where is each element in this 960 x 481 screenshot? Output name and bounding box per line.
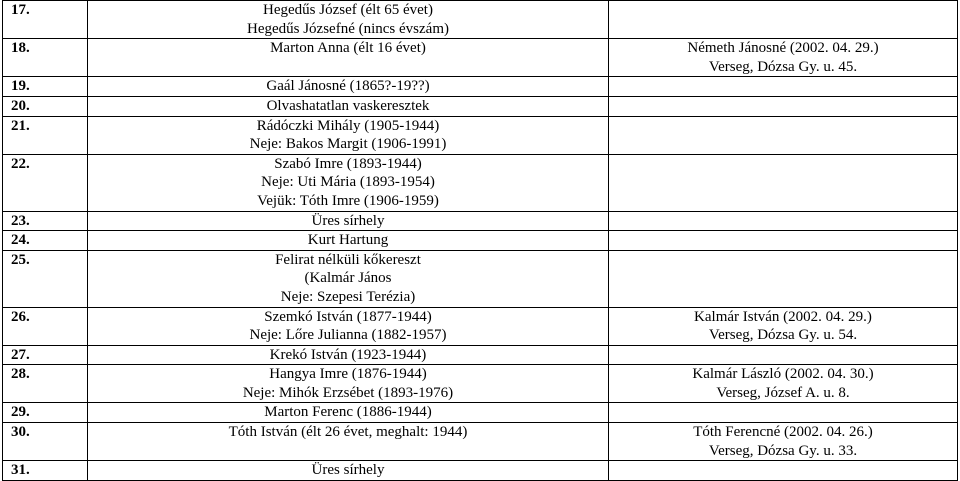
buried-names-cell <box>88 231 609 251</box>
buried-name-line: Marton Ferenc (1886-1944) <box>264 404 432 421</box>
table-row <box>3 250 958 307</box>
table-row <box>3 1 958 39</box>
table-row <box>3 307 958 345</box>
row-number: 28. <box>3 365 88 403</box>
buried-name-line: Üres sírhely <box>311 212 385 229</box>
table-row <box>3 77 958 97</box>
buried-names-cell <box>88 461 609 481</box>
buried-name-line: Neje: Szepesi Terézia) <box>280 288 416 305</box>
table-body <box>3 1 958 481</box>
owner-cell <box>609 461 958 481</box>
buried-name-line: Rádóczki Mihály (1905-1944) <box>256 117 440 134</box>
owner-cell <box>609 39 958 77</box>
row-number: 25. <box>3 250 88 307</box>
buried-names-cell <box>88 423 609 461</box>
owner-line: Verseg, Dózsa Gy. u. 54. <box>708 327 858 344</box>
table-row <box>3 154 958 211</box>
table-row <box>3 345 958 365</box>
buried-names-cell <box>88 154 609 211</box>
buried-names-cell <box>88 365 609 403</box>
buried-names-cell <box>88 345 609 365</box>
owner-cell <box>609 77 958 97</box>
buried-name-line: Krekó István (1923-1944) <box>269 346 427 363</box>
row-number: 30. <box>3 423 88 461</box>
owner-cell <box>609 423 958 461</box>
owner-cell <box>609 365 958 403</box>
buried-name-line: Szabó Imre (1893-1944) <box>274 155 422 172</box>
buried-name-line: Hangya Imre (1876-1944) <box>269 366 427 383</box>
owner-cell <box>609 307 958 345</box>
table-row <box>3 116 958 154</box>
row-number: 21. <box>3 116 88 154</box>
buried-names-cell <box>88 39 609 77</box>
buried-names-cell <box>88 250 609 307</box>
buried-name-line: Olvashatatlan vaskeresztek <box>266 97 430 114</box>
owner-line: Tóth Ferencné (2002. 04. 26.) <box>693 424 873 441</box>
table-row <box>3 96 958 116</box>
owner-line: Németh Jánosné (2002. 04. 29.) <box>687 40 879 57</box>
owner-cell <box>609 1 958 39</box>
row-number: 18. <box>3 39 88 77</box>
table-row <box>3 231 958 251</box>
buried-name-line: (Kalmár János <box>304 270 392 287</box>
buried-name-line: Hegedűs Józsefné (nincs évszám) <box>246 20 449 37</box>
buried-name-line: Tóth István (élt 26 évet, meghalt: 1944) <box>228 424 468 441</box>
owner-line: Verseg, József A. u. 8. <box>716 384 850 401</box>
buried-names-cell <box>88 96 609 116</box>
buried-name-line: Üres sírhely <box>311 462 385 479</box>
owner-line: Kalmár István (2002. 04. 29.) <box>694 308 872 325</box>
row-number: 22. <box>3 154 88 211</box>
buried-names-cell <box>88 403 609 423</box>
row-number: 23. <box>3 211 88 231</box>
owner-cell <box>609 231 958 251</box>
owner-line: Verseg, Dózsa Gy. u. 33. <box>708 442 858 459</box>
row-number: 29. <box>3 403 88 423</box>
table-row <box>3 39 958 77</box>
buried-names-cell <box>88 211 609 231</box>
table-row <box>3 403 958 423</box>
buried-name-line: Felirat nélküli kőkereszt <box>275 251 421 268</box>
buried-names-cell <box>88 307 609 345</box>
owner-cell <box>609 154 958 211</box>
row-number: 26. <box>3 307 88 345</box>
buried-name-line: Neje: Lőre Julianna (1882-1957) <box>249 327 447 344</box>
buried-name-line: Neje: Bakos Margit (1906-1991) <box>249 136 447 153</box>
buried-names-cell <box>88 1 609 39</box>
owner-line: Kalmár László (2002. 04. 30.) <box>692 366 874 383</box>
table-row <box>3 365 958 403</box>
row-number: 24. <box>3 231 88 251</box>
buried-name-line: Vejük: Tóth Imre (1906-1959) <box>257 192 439 209</box>
buried-names-cell <box>88 77 609 97</box>
buried-name-line: Neje: Mihók Erzsébet (1893-1976) <box>242 384 454 401</box>
table-row <box>3 211 958 231</box>
owner-cell <box>609 96 958 116</box>
buried-name-line: Hegedűs József (élt 65 évet) <box>263 2 433 18</box>
buried-name-line: Szemkó István (1877-1944) <box>264 308 432 325</box>
owner-cell <box>609 116 958 154</box>
row-number: 19. <box>3 77 88 97</box>
table-row <box>3 423 958 461</box>
owner-cell <box>609 403 958 423</box>
row-number: 27. <box>3 345 88 365</box>
buried-name-line: Neje: Uti Mária (1893-1954) <box>261 174 435 191</box>
owner-cell <box>609 211 958 231</box>
buried-name-line: Gaál Jánosné (1865?-19??) <box>266 78 430 95</box>
owner-line: Verseg, Dózsa Gy. u. 45. <box>708 58 858 75</box>
grave-registry-table <box>2 0 958 481</box>
buried-name-line: Kurt Hartung <box>307 232 389 249</box>
owner-cell <box>609 345 958 365</box>
table-row <box>3 461 958 481</box>
row-number: 31. <box>3 461 88 481</box>
row-number: 20. <box>3 96 88 116</box>
owner-cell <box>609 250 958 307</box>
buried-names-cell <box>88 116 609 154</box>
buried-name-line: Marton Anna (élt 16 évet) <box>270 40 426 57</box>
row-number: 17. <box>3 1 88 39</box>
